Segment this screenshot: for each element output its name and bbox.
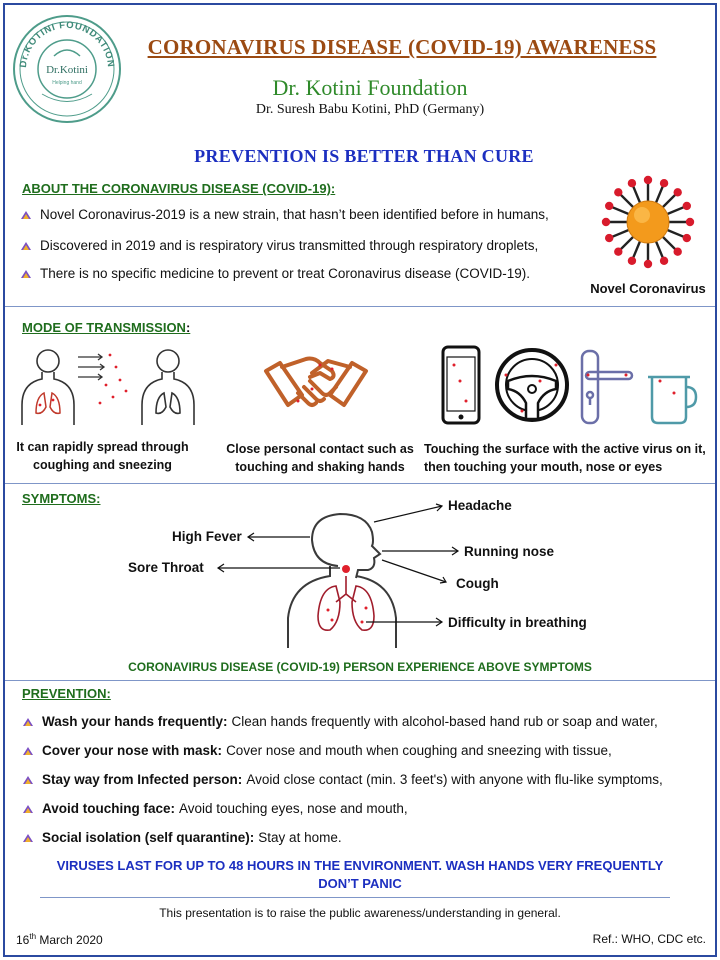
- prevention-item-title: Stay way from Infected person:: [42, 772, 243, 787]
- phone-icon: [443, 347, 479, 423]
- reference: Ref.: WHO, CDC etc.: [592, 932, 706, 946]
- prevention-item-title: Avoid touching face:: [42, 801, 176, 816]
- virus-spike-tip: [683, 234, 691, 242]
- prevention-item: [22, 772, 663, 787]
- prevention-item-text: Avoid touching eyes, nose and mouth,: [179, 801, 408, 816]
- door-handle-icon: [582, 351, 632, 423]
- virus-spike-tip: [628, 179, 636, 187]
- surfaces-icon: [440, 345, 700, 427]
- motto: PREVENTION IS BETTER THAN CURE: [194, 146, 534, 166]
- svg-text:Dr.KOTINI FOUNDATION: [18, 20, 116, 68]
- virus-caption: Novel Coronavirus: [590, 281, 706, 296]
- symptom-running-nose: Running nose: [464, 544, 554, 559]
- virus-spike-tip: [614, 247, 622, 255]
- virus-spike-tip: [660, 257, 668, 265]
- bullet-icon: [20, 268, 32, 280]
- transmission-heading: MODE OF TRANSMISSION:: [22, 320, 191, 335]
- symptoms-heading: SYMPTOMS:: [22, 491, 101, 506]
- about-bullet: [20, 207, 549, 222]
- prevention-item-text: Clean hands frequently with alcohol-based hand rub or soap and water,: [231, 714, 658, 729]
- cough-caption: It can rapidly spread through coughing and sneezing: [16, 440, 189, 472]
- prevention-item-text: Avoid close contact (min. 3 feet's) with anyone with flu-like symptoms,: [246, 772, 663, 787]
- handshake-caption: Close personal contact such as touching and shaking hands: [226, 442, 414, 474]
- prevention-item: [22, 714, 658, 729]
- page-title: CORONAVIRUS DISEASE (COVID-19) AWARENESS: [147, 35, 657, 59]
- human-outline-icon: [288, 514, 396, 648]
- prevention-item-text: Cover nose and mouth when coughing and sneezing with tissue,: [226, 743, 612, 758]
- virus-spike-tip: [660, 179, 668, 187]
- surface-caption: Touching the surface with the active virus on it, then touching your mouth, nose or eyes: [424, 442, 706, 474]
- steering-wheel-icon: [497, 350, 567, 420]
- virus-spike-tip: [683, 202, 691, 210]
- bullet-icon: [22, 745, 34, 757]
- about-bullet-text: Novel Coronavirus-2019 is a new strain, that hasn’t been identified before in humans,: [40, 207, 549, 222]
- about-bullet-text: Discovered in 2019 and is respiratory virus transmitted through respiratory droplets,: [40, 238, 539, 253]
- prevention-item: [22, 801, 408, 816]
- virus-spike-tip: [644, 260, 652, 268]
- logo-center-text: Dr.Kotini: [46, 64, 88, 76]
- foundation-logo: [12, 14, 122, 124]
- virus-spike-tip: [686, 218, 694, 226]
- disclaimer: This presentation is to raise the public awareness/understanding in general.: [159, 906, 561, 920]
- prevention-item: [22, 743, 612, 758]
- handshake-icon: [262, 337, 370, 429]
- virus-spike-tip: [614, 188, 622, 196]
- mug-icon: [648, 377, 696, 423]
- date: 16th March 2020: [16, 932, 103, 947]
- virus-core: [627, 201, 669, 243]
- warning-message: VIRUSES LAST FOR UP TO 48 HOURS IN THE ENVIRONMENT. WASH HANDS VERY FREQUENTLY DON’T PANIC: [56, 858, 664, 891]
- symptom-headache: Headache: [448, 498, 512, 513]
- virus-spike-tip: [602, 218, 610, 226]
- throat-dot: [342, 565, 350, 573]
- about-bullet-text: There is no specific medicine to prevent or treat Coronavirus disease (COVID-19).: [40, 266, 530, 281]
- logo-arc-text: Dr.KOTINI FOUNDATION: [17, 19, 117, 69]
- founder-name: Dr. Suresh Babu Kotini, PhD (Germany): [255, 102, 485, 117]
- about-heading: ABOUT THE CORONAVIRUS DISEASE (COVID-19):: [22, 181, 336, 196]
- bullet-icon: [20, 209, 32, 221]
- organization-name: Dr. Kotini Foundation: [272, 75, 468, 100]
- bullet-icon: [22, 774, 34, 786]
- prevention-item-title: Cover your nose with mask:: [42, 743, 223, 758]
- bullet-icon: [22, 716, 34, 728]
- virus-spike-tip: [673, 247, 681, 255]
- symptoms-note: CORONAVIRUS DISEASE (COVID-19) PERSON EXPERIENCE ABOVE SYMPTOMS: [128, 660, 592, 674]
- lungs-icon: [318, 576, 374, 630]
- symptom-sore-throat: Sore Throat: [128, 560, 204, 575]
- bullet-icon: [20, 240, 32, 252]
- prevention-item-title: Social isolation (self quarantine):: [42, 830, 255, 845]
- coronavirus-icon: [598, 172, 698, 272]
- prevention-heading: PREVENTION:: [22, 686, 111, 701]
- virus-spike-tip: [673, 188, 681, 196]
- logo-small-text: Helping hand: [52, 80, 82, 86]
- virus-spike-tip: [628, 257, 636, 265]
- bullet-icon: [22, 803, 34, 815]
- coughing-people-icon: [18, 345, 198, 430]
- symptom-breathing: Difficulty in breathing: [448, 615, 587, 630]
- prevention-item-text: Stay at home.: [258, 830, 342, 845]
- virus-spike-tip: [605, 234, 613, 242]
- virus-spike-tip: [605, 202, 613, 210]
- prevention-item-title: Wash your hands frequently:: [42, 714, 228, 729]
- bullet-icon: [22, 832, 34, 844]
- about-bullet: [20, 238, 538, 253]
- symptom-cough: Cough: [456, 576, 499, 591]
- about-bullet: [20, 266, 530, 281]
- prevention-item: [22, 830, 342, 845]
- virus-spike-tip: [644, 176, 652, 184]
- symptom-high-fever: High Fever: [172, 529, 242, 544]
